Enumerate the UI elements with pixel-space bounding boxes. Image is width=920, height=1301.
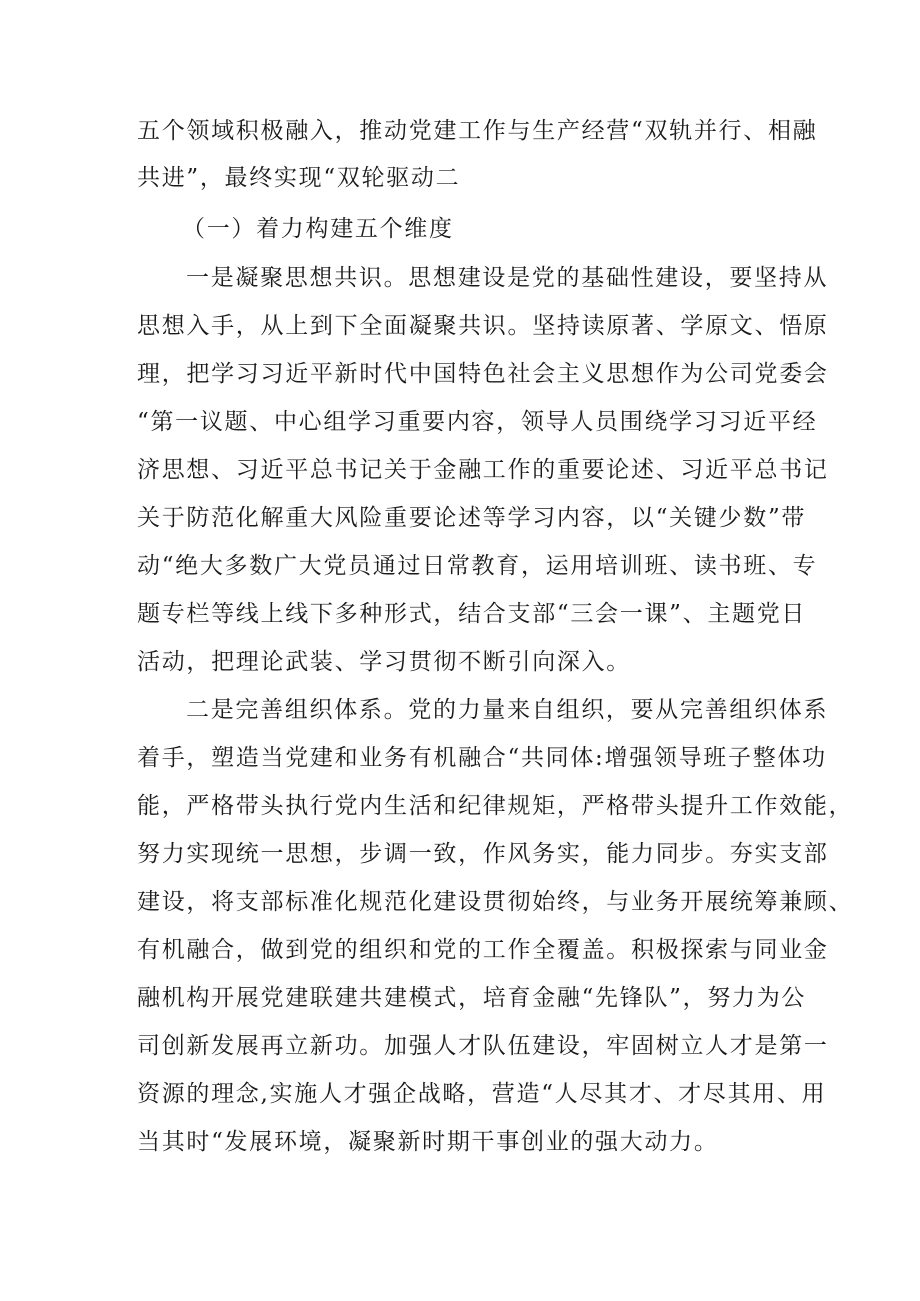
paragraph-1-line-3: 理，把学习习近平新时代中国特色社会主义思想作为公司党委会 (137, 361, 829, 387)
section-heading: （一）着力构建五个维度 (182, 216, 454, 242)
paragraph-1-line-9: 活动，把理论武装、学习贯彻不断引向深入。 (137, 649, 631, 675)
intro-line-1: 五个领域积极融入，推动党建工作与生产经营“双轨并行、相融 (137, 118, 818, 144)
paragraph-1-line-1: 一是凝聚思想共识。思想建设是党的基础性建设，要坚持从 (186, 265, 829, 291)
paragraph-2-line-6: 有机融合，做到党的组织和党的工作全覆盖。积极探索与同业金 (137, 937, 829, 963)
paragraph-2-line-2: 着手，塑造当党建和业务有机融合“共同体:增强领导班子整体功 (137, 745, 827, 771)
paragraph-2-line-7: 融机构开展党建联建共建模式，培育金融“先锋队”，努力为公 (137, 985, 807, 1011)
paragraph-2-line-3: 能，严格带头执行党内生活和纪律规矩，严格带头提升工作效能， (137, 793, 854, 819)
paragraph-1-line-8: 题专栏等线上线下多种形式，结合支部“三会一课”、主题党日 (137, 601, 807, 627)
paragraph-2-line-4: 努力实现统一思想，步调一致，作风务实，能力同步。夯实支部 (137, 841, 829, 867)
paragraph-2-line-5: 建设，将支部标准化规范化建设贯彻始终，与业务开展统筹兼顾、 (137, 889, 854, 915)
paragraph-1-line-6: 关于防范化解重大风险重要论述等学习内容，以“关键少数”带 (137, 505, 807, 531)
paragraph-2-line-1: 二是完善组织体系。党的力量来自组织，要从完善组织体系 (186, 697, 829, 723)
paragraph-2-line-8: 司创新发展再立新功。加强人才队伍建设，牢固树立人才是第一 (137, 1033, 829, 1059)
paragraph-1-line-4: “第一议题、中心组学习重要内容，领导人员围绕学习习近平经 (137, 409, 818, 435)
paragraph-1-line-2: 思想入手，从上到下全面凝聚共识。坚持读原著、学原文、悟原 (137, 313, 829, 339)
paragraph-1-line-7: 动“绝大多数广大党员通过日常教育，运用培训班、读书班、专 (137, 553, 818, 579)
paragraph-1-line-5: 济思想、习近平总书记关于金融工作的重要论述、习近平总书记 (137, 457, 829, 483)
paragraph-2-line-10: 当其时“发展环境，凝聚新时期干事创业的强大动力。 (137, 1129, 719, 1155)
paragraph-2-line-9: 资源的理念,实施人才强企战略，营造“人尽其才、才尽其用、用 (137, 1081, 827, 1107)
intro-line-2: 共进”，最终实现“双轮驱动二 (137, 165, 461, 191)
